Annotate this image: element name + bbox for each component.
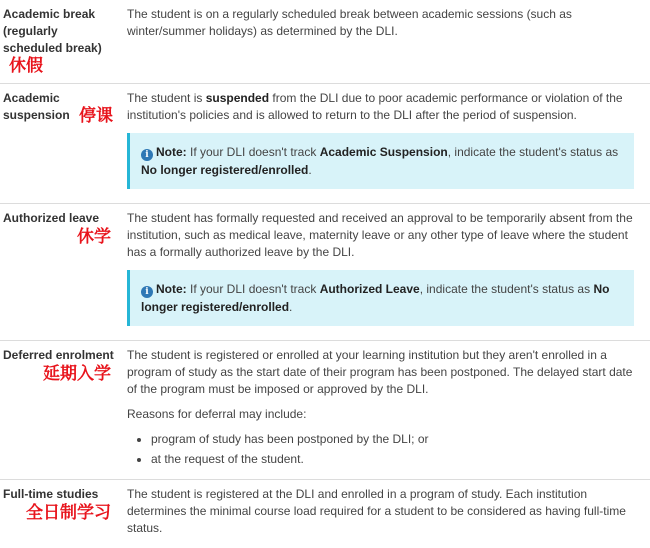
note-callout: i Note: If your DLI doesn't track Academic Suspension, indicate the student's status as No longer registered/enrolled. xyxy=(127,133,634,189)
term-label: Full-time studies xyxy=(3,487,99,501)
description-text: The student is on a regularly scheduled break between academic sessions (such as winter/summer holidays) as determined by the DLI. xyxy=(127,7,572,38)
term-authorized-leave xyxy=(0,204,121,341)
emphasis-suspended: suspended xyxy=(205,91,270,105)
definition-row-academic-suspension xyxy=(0,84,650,204)
reasons-list xyxy=(127,431,634,468)
term-academic-suspension xyxy=(0,84,121,204)
term-label: Authorized leave xyxy=(3,211,100,225)
description-academic-break xyxy=(121,0,650,84)
info-circle-icon: i xyxy=(141,286,153,298)
note-status: No longer registered/enrolled xyxy=(141,163,309,177)
note-callout: i Note: If your DLI doesn't track Authorized Leave, indicate the student's status as No longer registered/enrolled. xyxy=(127,270,634,326)
chinese-annotation: 停课 xyxy=(79,106,114,126)
note-label: Note: xyxy=(156,145,187,159)
term-label: Academic break (regularly scheduled break) xyxy=(3,7,102,55)
info-circle-icon: i xyxy=(141,149,153,161)
term-label: Deferred enrolment xyxy=(3,348,114,362)
note-label: Note: xyxy=(156,282,187,296)
chinese-annotation: 延期入学 xyxy=(43,364,111,384)
term-full-time-studies xyxy=(0,480,121,546)
chinese-annotation: 休假 xyxy=(9,56,43,76)
note-status: No longer registered/enrolled xyxy=(141,282,610,314)
description-text: The student is registered at the DLI and enrolled in a program of study. Each institution determines the minimal course load required for a student to be considered as having full-time status. xyxy=(127,487,626,535)
note-track-term: Authorized Leave xyxy=(319,282,420,296)
list-item: • at the request of the student. xyxy=(151,451,634,468)
description-text: The student is registered or enrolled at your learning institution but they aren't enrolled in a program of study as the start date of their program has been postponed. The delayed start date of the program must be imposed or approved by the DLI. xyxy=(127,348,633,396)
note-track-term: Academic Suspension xyxy=(319,145,448,159)
list-item: • program of study has been postponed by the DLI; or xyxy=(151,431,634,448)
description-text: The student has formally requested and received an approval to be temporarily absent from the institution, such as medical leave, maternity leave or any other type of leave where the student has a formally authorized leave by the DLI. xyxy=(127,211,633,259)
description-text: The student is suspended from the DLI due to poor academic performance or violation of the institution's policies and is allowed to return to the DLI after the period of suspension. xyxy=(127,91,623,122)
chinese-annotation: 全日制学习 xyxy=(26,503,111,523)
term-deferred-enrolment xyxy=(0,341,121,480)
chinese-annotation: 休学 xyxy=(77,227,111,247)
description-authorized-leave xyxy=(121,204,650,341)
term-label: Academic suspension xyxy=(3,91,70,122)
term-academic-break xyxy=(0,0,121,84)
description-academic-suspension xyxy=(121,84,650,204)
description-full-time-studies xyxy=(121,480,650,546)
definition-row-authorized-leave xyxy=(0,204,650,341)
description-deferred-enrolment xyxy=(121,341,650,480)
definition-row-deferred-enrolment xyxy=(0,341,650,480)
definition-row-academic-break xyxy=(0,0,650,84)
definition-row-full-time-studies xyxy=(0,480,650,546)
reasons-intro: Reasons for deferral may include: xyxy=(127,407,307,421)
